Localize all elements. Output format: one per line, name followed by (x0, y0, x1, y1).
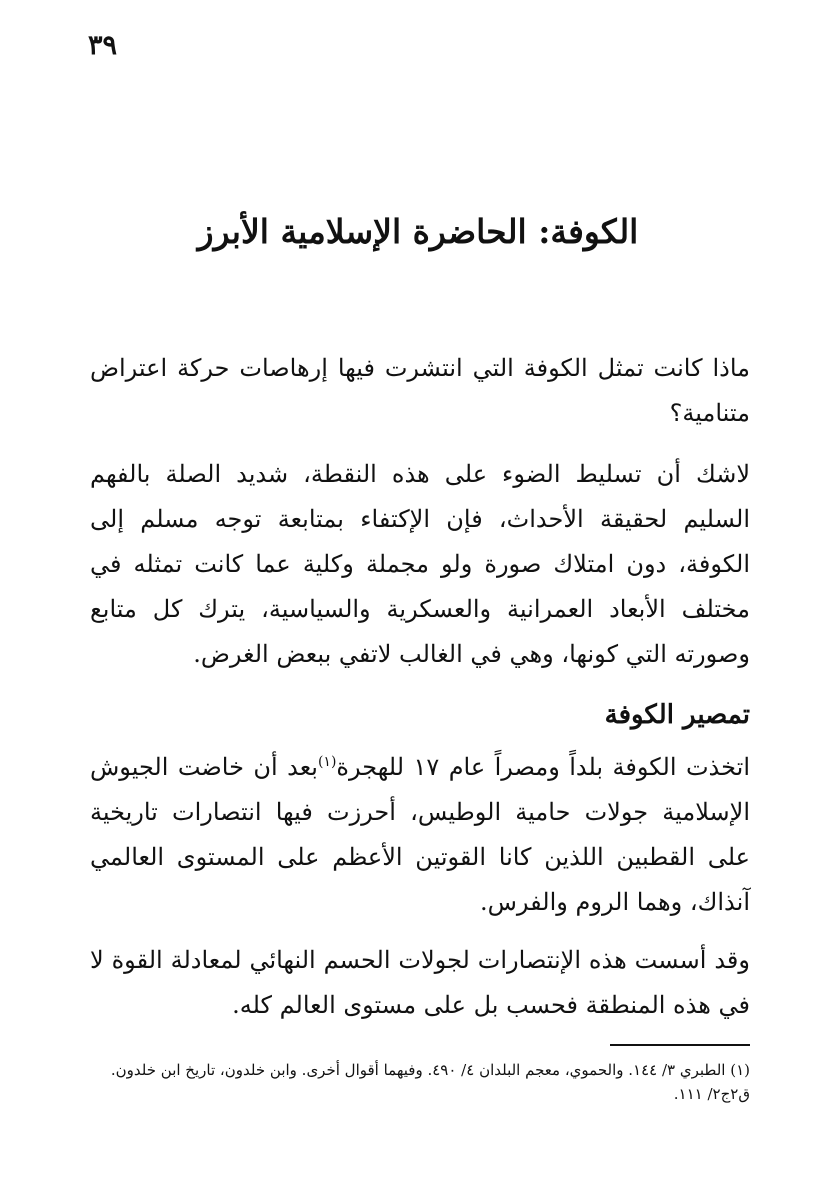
footnote-reference: (١) (317, 754, 337, 770)
founding-text-end: بعد أن خاضت الجيوش الإسلامية جولات حامية الوطيس، أحرزت فيها انتصارات تاريخية على القطبين اللذين كانا القوتين الأعظم على المستوى العالمي آنذاك، وهما الروم والفرس. (90, 753, 750, 916)
footnote-text: (١) الطبري ٣/ ١٤٤. والحموي، معجم البلدان ٤/ ٤٩٠. وفيهما أقوال أخرى. وابن خلدون، تاريخ ابن خلدون. ق٢ج٢/ ١١١. (110, 1061, 750, 1103)
intro-paragraph-question: ماذا كانت تمثل الكوفة التي انتشرت فيها إرهاصات حركة اعتراض متنامية؟ (90, 354, 750, 427)
chapter-title: الكوفة: الحاضرة الإسلامية الأبرز (197, 212, 639, 251)
page-number: ٣٩ (88, 30, 118, 61)
intro-paragraph-context: لاشك أن تسليط الضوء على هذه النقطة، شديد الصلة بالفهم السليم لحقيقة الأحداث، فإن الإكتفاء بمتابعة توجه مسلم إلى الكوفة، دون امتلاك صورة ولو مجملة وكلية عما كانت تمثله في مختلف الأبعاد العمرانية والعسكرية والسياسية، يترك كل متابع وصورته التي كونها، وهي في الغالب لاتفي ببعض الغرض. (90, 460, 750, 668)
section-heading: تمصير الكوفة (604, 700, 750, 730)
founding-text-start: اتخذت الكوفة بلداً ومصراً عام ١٧ للهجرة (336, 753, 750, 781)
footnote-divider (610, 1044, 750, 1046)
section-paragraph-founding (90, 745, 750, 925)
section-paragraph-victories: وقد أسست هذه الإنتصارات لجولات الحسم النهائي لمعادلة القوة لا في هذه المنطقة فحسب بل على مستوى العالم كله. (90, 946, 750, 1019)
